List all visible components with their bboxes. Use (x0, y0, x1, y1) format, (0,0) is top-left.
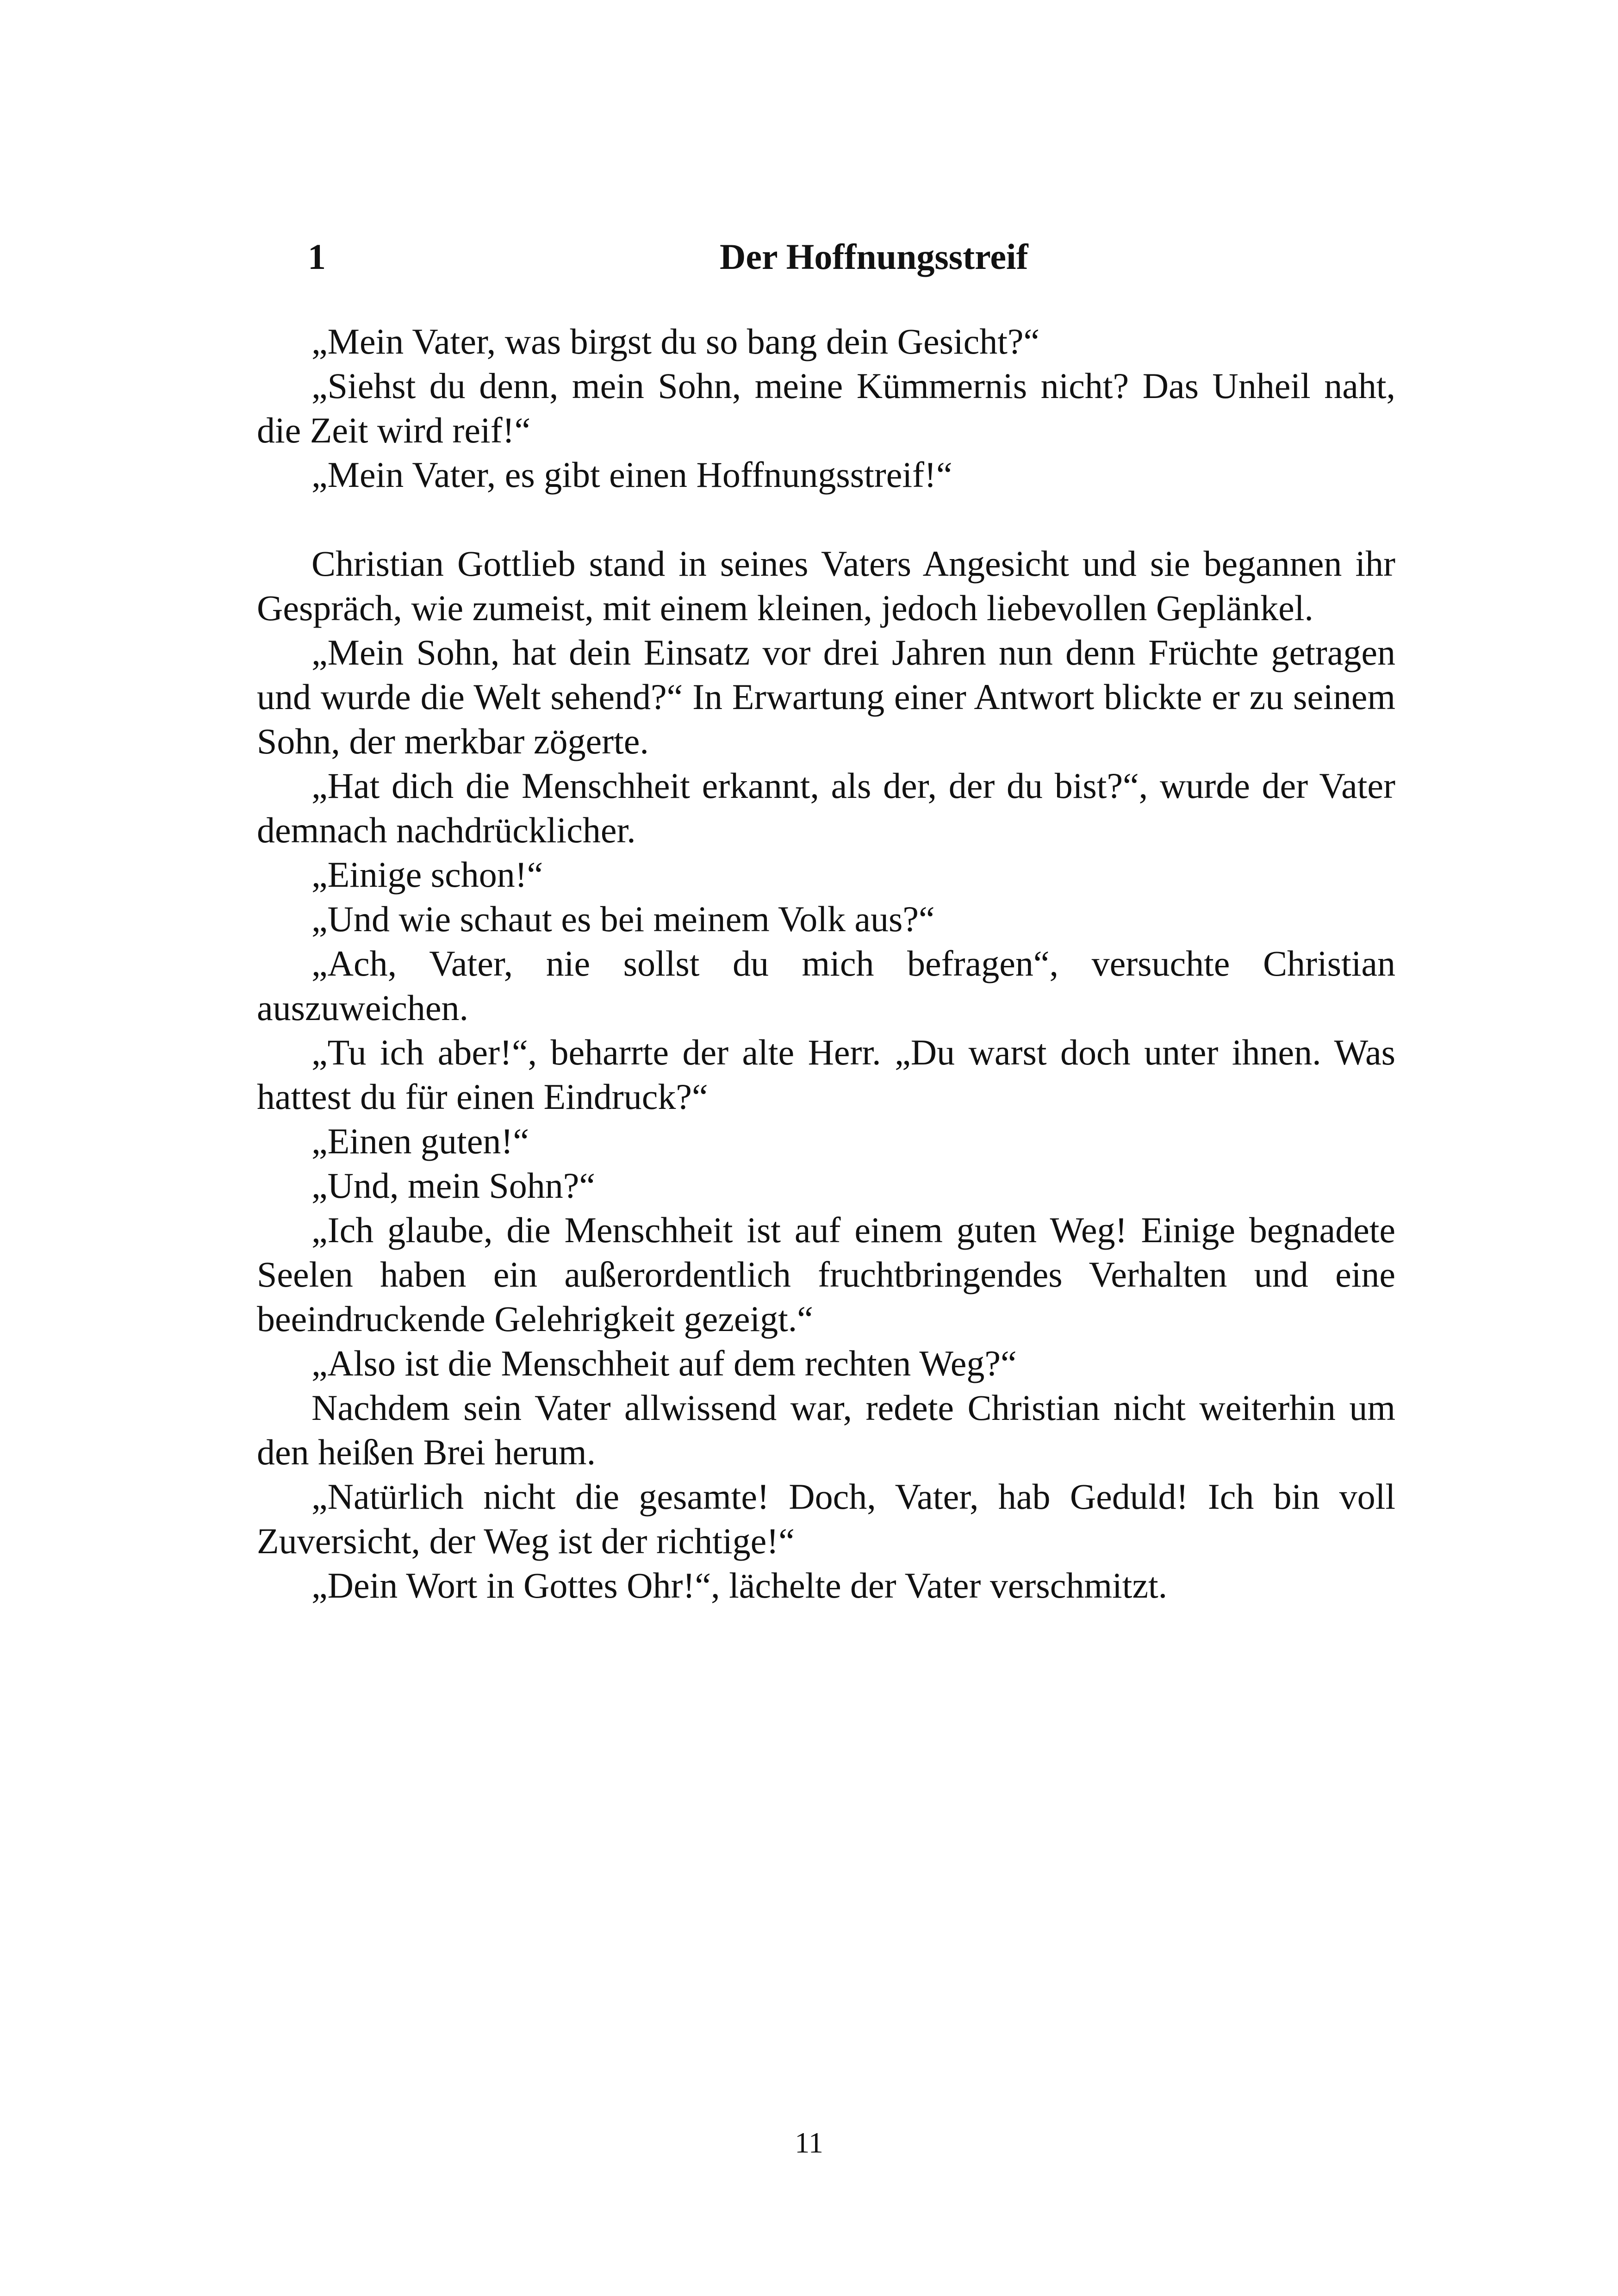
chapter-header (257, 231, 1395, 282)
paragraph: „Und wie schaut es bei meinem Volk aus?“ (311, 899, 935, 939)
paragraph: „Ach, Vater, nie sollst du mich befragen“, versuchte Christian auszuweichen. (257, 943, 1395, 1028)
paragraph: „Also ist die Menschheit auf dem rechten Weg?“ (311, 1343, 1017, 1383)
paragraph: „Ich glaube, die Menschheit ist auf einem guten Weg! Einige begnadete Seelen haben ein außerordentlich fruchtbringendes Verhalten und eine beeindruckende Gelehrigkeit gezeigt.“ (257, 1210, 1395, 1339)
paragraph: „Mein Vater, was birgst du so bang dein Gesicht?“ (311, 321, 1040, 361)
paragraph: „Einige schon!“ (311, 854, 543, 895)
chapter-number: 1 (308, 236, 326, 277)
paragraph: „Mein Vater, es gibt einen Hoffnungsstreif!“ (311, 454, 952, 495)
page-number: 11 (795, 2126, 823, 2159)
paragraph: Christian Gottlieb stand in seines Vaters Angesicht und sie begannen ihr Gespräch, wie zumeist, mit einem kleinen, jedoch liebevollen Geplänkel. (257, 543, 1395, 628)
paragraph: „Mein Sohn, hat dein Einsatz vor drei Jahren nun denn Früchte getragen und wurde die Welt sehend?“ In Erwartung einer Antwort blickte er zu seinem Sohn, der merkbar zögerte. (257, 632, 1395, 761)
chapter-body (257, 319, 1395, 1608)
paragraph: „Hat dich die Menschheit erkannt, als der, der du bist?“, wurde der Vater demnach nachdrücklicher. (257, 765, 1395, 850)
paragraph: „Tu ich aber!“, beharrte der alte Herr. „Du warst doch unter ihnen. Was hattest du für einen Eindruck?“ (257, 1032, 1395, 1117)
paragraph: „Siehst du denn, mein Sohn, meine Kümmernis nicht? Das Unheil naht, die Zeit wird reif!“ (257, 366, 1395, 450)
paragraph: „Einen guten!“ (311, 1121, 529, 1161)
paragraph: „Natürlich nicht die gesamte! Doch, Vater, hab Geduld! Ich bin voll Zuversicht, der Weg ist der richtige!“ (257, 1476, 1395, 1561)
chapter-title: Der Hoffnungsstreif (720, 236, 1028, 277)
paragraph: Nachdem sein Vater allwissend war, redete Christian nicht weiterhin um den heißen Brei herum. (257, 1388, 1395, 1472)
section-break (257, 497, 1395, 541)
paragraph: „Und, mein Sohn?“ (311, 1165, 596, 1206)
paragraph: „Dein Wort in Gottes Ohr!“, lächelte der Vater verschmitzt. (311, 1565, 1168, 1605)
